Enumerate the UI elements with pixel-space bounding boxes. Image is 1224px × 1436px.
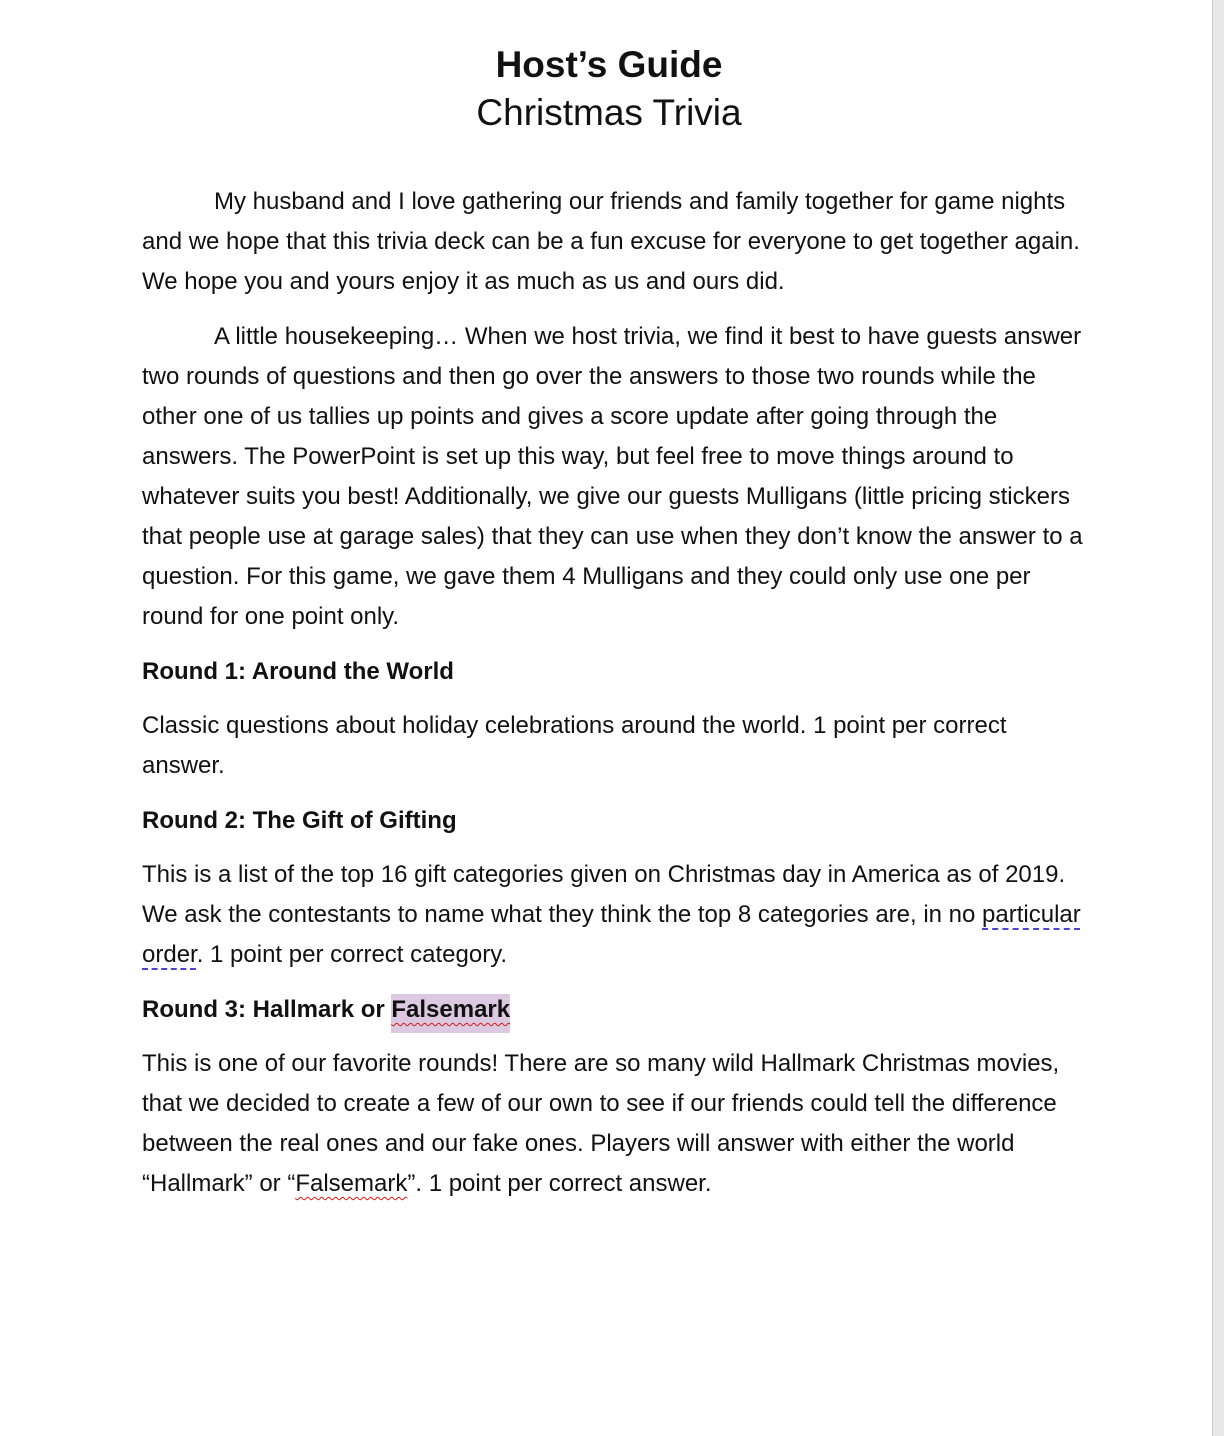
document-subtitle: Christmas Trivia <box>476 92 742 133</box>
page-edge-scroll-gutter <box>1212 0 1224 1436</box>
round-3-heading <box>142 990 1092 1030</box>
round-1-description: Classic questions about holiday celebrations around the world. 1 point per correct answer. <box>142 712 1007 779</box>
spelling-flag-falsemark-body[interactable]: Falsemark <box>295 1170 408 1197</box>
round-3-text-end: ”. 1 point per correct answer. <box>407 1170 712 1197</box>
document-body[interactable] <box>142 182 1092 1219</box>
round-3-text-start: This is one of our favorite rounds! There are so many wild Hallmark Christmas movies, that we decided to create a few of our own to see if our friends could tell the difference between the real ones and our fake ones. Players will answer with either the world “Hallmark” or “ <box>142 1050 1060 1197</box>
grammar-flag-particular-order[interactable]: particular order <box>142 901 1081 968</box>
round-2-description <box>142 855 1092 975</box>
housekeeping-paragraph: A little housekeeping… When we host trivia, we find it best to have guests answer two rounds of questions and then go over the answers to those two rounds while the other one of us tallies up points and gives a score update after going through the answers. The PowerPoint is set up this way, but feel free to move things around to whatever suits you best! Additionally, we give our guests Mulligans (little pricing stickers that people use at garage sales) that they can use when they don’t know the answer to a question. For this game, we gave them 4 Mulligans and they could only use one per round for one point only. <box>142 323 1083 630</box>
selected-text-highlight[interactable] <box>391 994 510 1033</box>
round-2-text-start: This is a list of the top 16 gift categories given on Christmas day in America as of 2019. We ask the contestants to name what they think the top 8 categories are, in no <box>142 861 1066 928</box>
round-3-heading-prefix: Round 3: Hallmark or <box>142 996 392 1023</box>
intro-paragraph: My husband and I love gathering our friends and family together for game nights and we hope that this trivia deck can be a fun excuse for everyone to get together again. We hope you and yours enjoy it as much as us and ours did. <box>142 188 1080 295</box>
round-1-heading: Round 1: Around the World <box>142 658 454 685</box>
round-3-description <box>142 1044 1092 1204</box>
spelling-flag-falsemark-heading[interactable]: Falsemark <box>391 996 511 1023</box>
round-2-text-end: . 1 point per correct category. <box>196 941 508 968</box>
document-title: Host’s Guide <box>495 44 723 85</box>
round-2-heading: Round 2: The Gift of Gifting <box>142 807 457 834</box>
